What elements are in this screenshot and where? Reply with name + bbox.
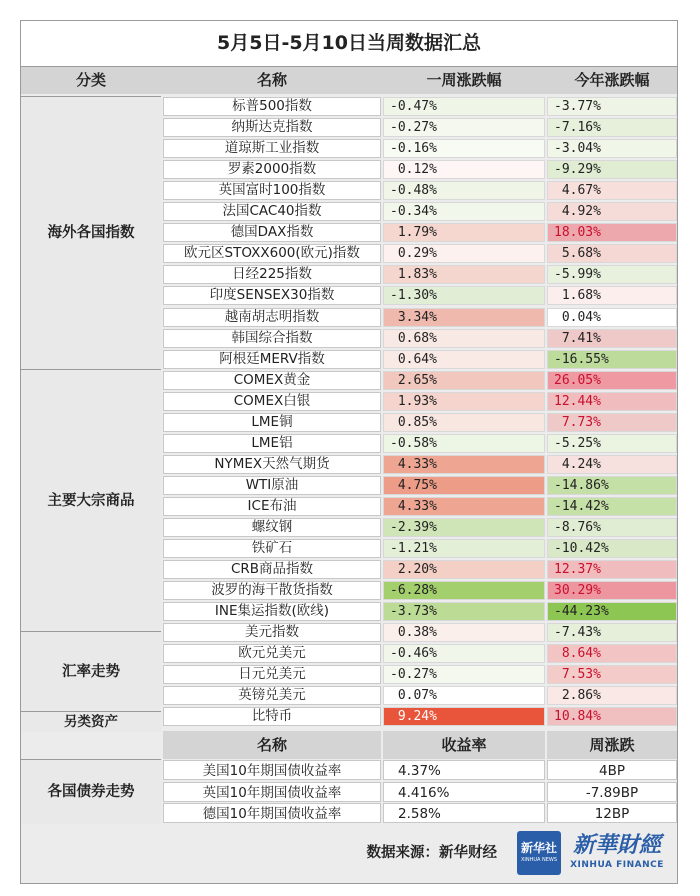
row-ytd-change: -3.77% <box>547 97 677 116</box>
category-alt-assets: 另类资产 <box>21 711 161 732</box>
row-weekly-change: 4.75% <box>383 476 545 495</box>
row-name: 道琼斯工业指数 <box>163 139 381 158</box>
row-ytd-change: -8.76% <box>547 518 677 537</box>
row-name: 越南胡志明指数 <box>163 308 381 327</box>
bond-header-name: 名称 <box>163 731 381 759</box>
row-name: LME铝 <box>163 434 381 453</box>
row-name: 纳斯达克指数 <box>163 118 381 137</box>
row-name: 印度SENSEX30指数 <box>163 286 381 305</box>
bond-weekly-change: 4BP <box>547 760 677 780</box>
row-name: WTI原油 <box>163 476 381 495</box>
header-ytd: 今年涨跌幅 <box>574 71 650 89</box>
logo-cn-text: 新华社 <box>520 841 557 855</box>
category-bonds: 各国债券走势 <box>21 759 161 824</box>
row-weekly-change: 0.07% <box>383 686 545 705</box>
row-ytd-change: -10.42% <box>547 539 677 558</box>
row-weekly-change: -0.48% <box>383 181 545 200</box>
row-weekly-change: -0.27% <box>383 118 545 137</box>
row-ytd-change: -9.29% <box>547 160 677 179</box>
row-name: LME铜 <box>163 413 381 432</box>
bond-yield: 4.37% <box>383 760 545 780</box>
row-name: 欧元兑美元 <box>163 644 381 663</box>
row-name: COMEX黄金 <box>163 371 381 390</box>
row-name: 螺纹钢 <box>163 518 381 537</box>
row-ytd-change: 7.53% <box>547 665 677 684</box>
row-name: 韩国综合指数 <box>163 329 381 348</box>
bond-header-yield: 收益率 <box>383 731 545 759</box>
row-name: ICE布油 <box>163 497 381 516</box>
header-weekly: 一周涨跌幅 <box>426 71 502 89</box>
bond-header-weekly: 周涨跌 <box>547 731 677 759</box>
row-name: COMEX白银 <box>163 392 381 411</box>
row-name: 铁矿石 <box>163 539 381 558</box>
row-weekly-change: 0.85% <box>383 413 545 432</box>
bond-name: 美国10年期国债收益率 <box>163 760 381 780</box>
row-weekly-change: -0.47% <box>383 97 545 116</box>
row-weekly-change: 0.68% <box>383 329 545 348</box>
row-ytd-change: -5.99% <box>547 265 677 284</box>
row-ytd-change: -7.16% <box>547 118 677 137</box>
row-ytd-change: 12.37% <box>547 560 677 579</box>
row-weekly-change: 4.33% <box>383 497 545 516</box>
category-commodities: 主要大宗商品 <box>21 369 161 631</box>
logo-en-text: XINHUA NEWS <box>520 857 558 863</box>
row-ytd-change: -14.42% <box>547 497 677 516</box>
row-weekly-change: 9.24% <box>383 707 545 726</box>
row-name: 英国富时100指数 <box>163 181 381 200</box>
row-weekly-change: 1.93% <box>383 392 545 411</box>
bond-name: 德国10年期国债收益率 <box>163 803 381 823</box>
page-title: 5月5日-5月10日当周数据汇总 <box>21 21 677 67</box>
row-weekly-change: 0.64% <box>383 350 545 369</box>
row-name: 标普500指数 <box>163 97 381 116</box>
row-weekly-change: 4.33% <box>383 455 545 474</box>
bond-weekly-change: -7.89BP <box>547 782 677 802</box>
row-ytd-change: -5.25% <box>547 434 677 453</box>
row-ytd-change: 2.86% <box>547 686 677 705</box>
row-weekly-change: -0.34% <box>383 202 545 221</box>
row-ytd-change: -7.43% <box>547 623 677 642</box>
brand-cn: 新華財經 <box>572 832 661 858</box>
row-ytd-change: 5.68% <box>547 244 677 263</box>
row-weekly-change: -0.16% <box>383 139 545 158</box>
bond-yield: 2.58% <box>383 803 545 823</box>
row-weekly-change: -3.73% <box>383 602 545 621</box>
bond-yield: 4.416% <box>383 782 545 802</box>
row-ytd-change: 26.05% <box>547 371 677 390</box>
row-ytd-change: -14.86% <box>547 476 677 495</box>
row-ytd-change: 1.68% <box>547 286 677 305</box>
row-name: 罗素2000指数 <box>163 160 381 179</box>
row-name: 德国DAX指数 <box>163 223 381 242</box>
row-weekly-change: -2.39% <box>383 518 545 537</box>
row-ytd-change: 4.92% <box>547 202 677 221</box>
row-name: 法国CAC40指数 <box>163 202 381 221</box>
table-header <box>21 67 677 94</box>
row-name: 欧元区STOXX600(欧元)指数 <box>163 244 381 263</box>
row-ytd-change: 4.67% <box>547 181 677 200</box>
header-name: 名称 <box>256 71 287 89</box>
row-weekly-change: 2.65% <box>383 371 545 390</box>
row-name: 美元指数 <box>163 623 381 642</box>
row-weekly-change: 2.20% <box>383 560 545 579</box>
row-weekly-change: 0.38% <box>383 623 545 642</box>
row-weekly-change: -1.21% <box>383 539 545 558</box>
bond-weekly-change: 12BP <box>547 803 677 823</box>
summary-table <box>20 20 678 884</box>
row-name: NYMEX天然气期货 <box>163 455 381 474</box>
row-weekly-change: -0.27% <box>383 665 545 684</box>
row-weekly-change: 0.12% <box>383 160 545 179</box>
row-weekly-change: -0.58% <box>383 434 545 453</box>
row-name: 日元兑美元 <box>163 665 381 684</box>
row-name: 比特币 <box>163 707 381 726</box>
row-ytd-change: 30.29% <box>547 581 677 600</box>
row-weekly-change: -1.30% <box>383 286 545 305</box>
row-ytd-change: 4.24% <box>547 455 677 474</box>
xinhua-finance-logo <box>567 831 667 871</box>
row-ytd-change: 7.73% <box>547 413 677 432</box>
row-weekly-change: -6.28% <box>383 581 545 600</box>
footer <box>21 825 677 883</box>
row-ytd-change: -16.55% <box>547 350 677 369</box>
row-name: 波罗的海干散货指数 <box>163 581 381 600</box>
bond-name: 英国10年期国债收益率 <box>163 782 381 802</box>
row-name: 英镑兑美元 <box>163 686 381 705</box>
brand-en: XINHUA FINANCE <box>570 860 664 870</box>
row-weekly-change: -0.46% <box>383 644 545 663</box>
row-name: 日经225指数 <box>163 265 381 284</box>
row-ytd-change: -3.04% <box>547 139 677 158</box>
row-ytd-change: -44.23% <box>547 602 677 621</box>
row-weekly-change: 0.29% <box>383 244 545 263</box>
row-weekly-change: 3.34% <box>383 308 545 327</box>
row-weekly-change: 1.79% <box>383 223 545 242</box>
category-fx: 汇率走势 <box>21 631 161 711</box>
row-ytd-change: 10.84% <box>547 707 677 726</box>
row-ytd-change: 7.41% <box>547 329 677 348</box>
xinhua-news-logo <box>517 831 561 875</box>
row-ytd-change: 8.64% <box>547 644 677 663</box>
header-category: 分类 <box>75 71 106 89</box>
category-global-indices: 海外各国指数 <box>21 96 161 369</box>
row-ytd-change: 0.04% <box>547 308 677 327</box>
row-ytd-change: 12.44% <box>547 392 677 411</box>
row-name: CRB商品指数 <box>163 560 381 579</box>
data-source: 数据来源：新华财经 <box>366 845 497 861</box>
bond-table-header <box>21 731 677 759</box>
row-weekly-change: 1.83% <box>383 265 545 284</box>
row-name: INE集运指数(欧线) <box>163 602 381 621</box>
row-name: 阿根廷MERV指数 <box>163 350 381 369</box>
row-ytd-change: 18.03% <box>547 223 677 242</box>
